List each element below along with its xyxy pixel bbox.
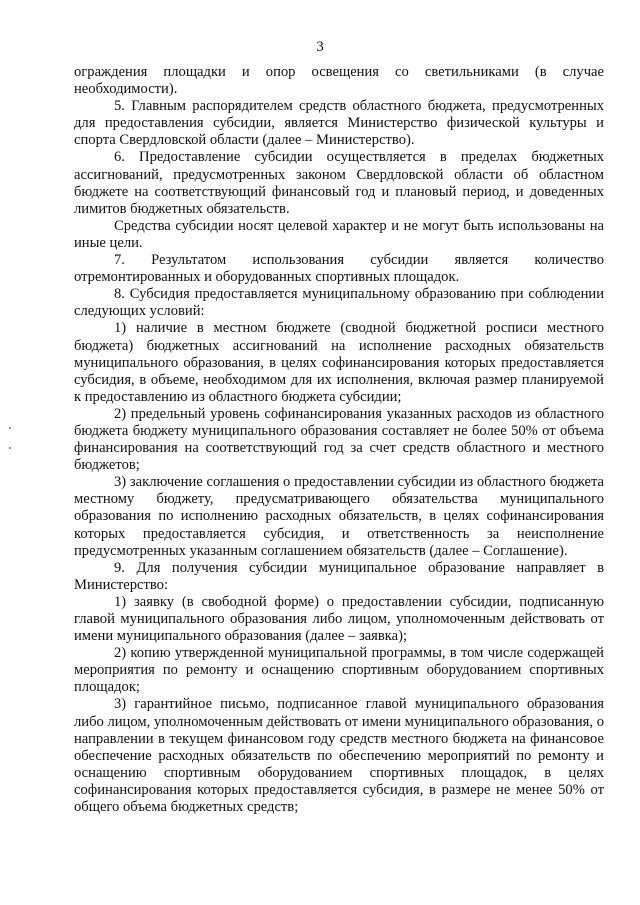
list-item: 2) копию утвержденной муниципальной программы, в том числе содержащей мероприятия по ремонту и оснащению спортивным оборудованием спортивных площадок; (74, 645, 604, 696)
paragraph: 9. Для получения субсидии муниципальное образование направляет в Министерство: (74, 559, 604, 593)
list-item: 2) предельный уровень софинансирования указанных расходов из областного бюджета бюджету муниципального образования составляет не более 50% от объема финансирования на соответствующий год за счет средств областного и местного бюджетов; (74, 405, 604, 474)
document-body (74, 64, 604, 816)
paragraph: ограждения площадки и опор освещения со светильниками (в случае необходимости). (74, 64, 604, 98)
list-item: 3) заключение соглашения о предоставлении субсидии из областного бюджета местному бюджету, предусматривающего обязательства муниципального образования по исполнению расходных обязательств, в целях софинансирования которых предоставляется субсидия, и ответственность за неисполнение предусмотренных указанным соглашением обязательств (далее – Соглашение). (74, 474, 604, 559)
scan-artifact (9, 447, 11, 449)
paragraph: 6. Предоставление субсидии осуществляется в пределах бюджетных ассигнований, предусмотренных законом Свердловской области об областном бюджете на соответствующий финансовый год и плановый период, и доведенных лимитов бюджетных обязательств. (74, 149, 604, 217)
scan-artifact (9, 427, 11, 429)
page-number: 3 (316, 39, 324, 55)
paragraph: 8. Субсидия предоставляется муниципальному образованию при соблюдении следующих условий: (74, 286, 604, 320)
list-item: 3) гарантийное письмо, подписанное главой муниципального образования либо лицом, уполномоченным действовать от имени муниципального образования, о направлении в текущем финансовом году средств местного бюджета на финансовое обеспечение расходных обязательств по обеспечению мероприятий по ремонту и оснащению спортивным оборудованием спортивных площадок, в целях софинансирования которых предоставляется субсидия, в размере не менее 50% от общего объема бюджетных средств; (74, 696, 604, 816)
paragraph: 7. Результатом использования субсидии является количество отремонтированных и оборудованных спортивных площадок. (74, 252, 604, 286)
list-item: 1) заявку (в свободной форме) о предоставлении субсидии, подписанную главой муниципального образования либо лицом, уполномоченным действовать от имени муниципального образования (далее – заявка); (74, 593, 604, 645)
list-item: 1) наличие в местном бюджете (сводной бюджетной росписи местного бюджета) бюджетных ассигнований на исполнение расходных обязательств муниципального образования, в целях софинансирования которых предоставляется субсидия, в объеме, необходимом для их исполнения, включая размер планируемой к предоставлению из областного бюджета субсидии; (74, 320, 604, 405)
paragraph: 5. Главным распорядителем средств областного бюджета, предусмотренных для предоставления субсидии, является Министерство физической культуры и спорта Свердловской области (далее – Министерство). (74, 98, 604, 149)
paragraph: Средства субсидии носят целевой характер и не могут быть использованы на иные цели. (74, 217, 604, 251)
